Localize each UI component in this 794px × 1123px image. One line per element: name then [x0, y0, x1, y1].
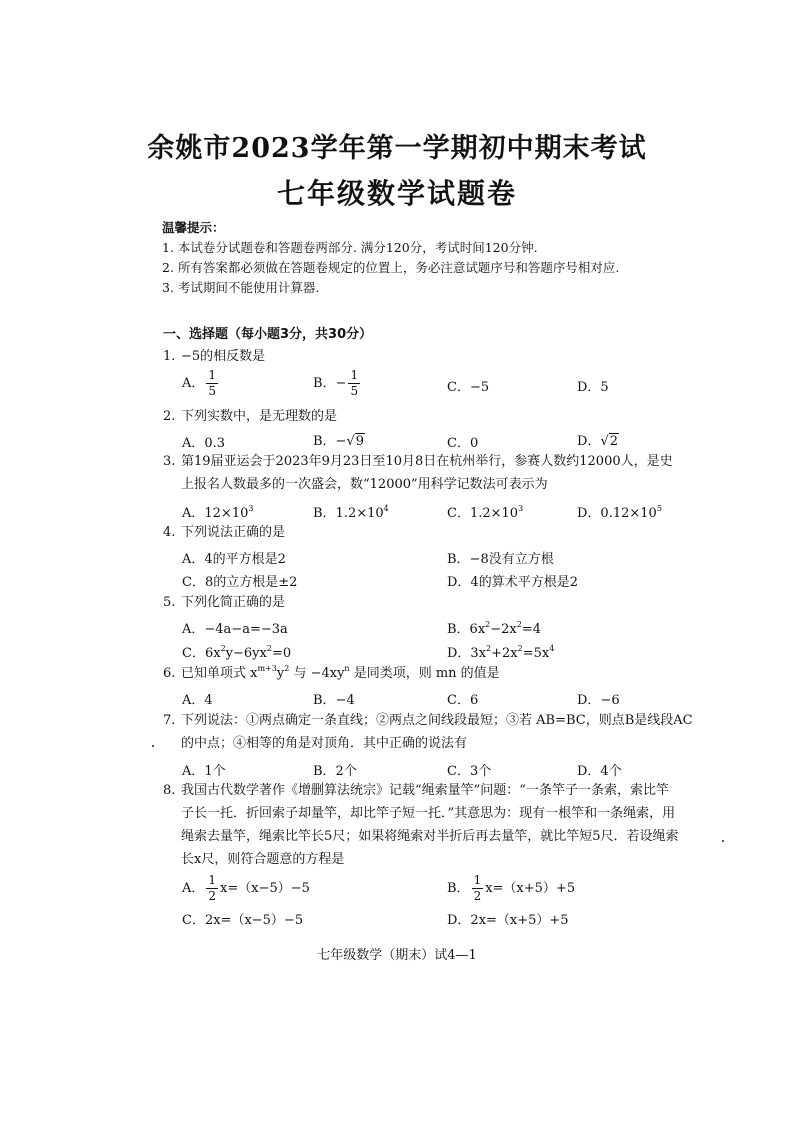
option-c: C．8的立方根是±2: [182, 575, 298, 590]
question-number: 2.: [163, 409, 176, 424]
question-number: 7.: [163, 713, 176, 728]
question-7: [163, 711, 693, 731]
exam-title: 余姚市2023学年第一学期初中期末考试: [147, 133, 647, 164]
option-c: C．0: [447, 436, 479, 451]
option-a: A． $\frac{1}{2}$ x=（x−5）−5: [182, 873, 310, 903]
option-b: B．2个: [313, 764, 357, 779]
option-b: B．$6x^2-2x^2=4$: [447, 620, 542, 637]
option-a: A．1个: [182, 764, 226, 779]
option-a: A．$12\times 10^3$: [182, 504, 254, 521]
question-stem: −5的相反数是: [181, 349, 266, 364]
option-d: D．2x=（x+5）+5: [447, 913, 569, 928]
option-c: C．$6x^2y-6yx^2=0$: [182, 644, 292, 661]
option-b: B． $\frac{1}{2}$ x=（x+5）+5: [447, 873, 576, 903]
option-c: C．$1.2\times 10^3$: [447, 504, 524, 521]
option-a: A．−4a−a=−3a: [182, 622, 288, 637]
question-stem-continued: 绳索去量竿，绳索比竿长5尺；如果将绳索对半折后再去量竿，就比竿短5尺．若设绳索: [181, 829, 679, 844]
question-stem: 下列化简正确的是: [181, 595, 286, 610]
question-stem-continued: 长x尺，则符合题意的方程是: [181, 852, 345, 867]
fraction: $\frac{1}{2}$: [208, 873, 217, 903]
option-d: D．$3x^2+2x^2=5x^4$: [447, 644, 555, 661]
radicand: 2: [609, 434, 619, 449]
option-a: A．4: [182, 693, 213, 708]
question-number: 5.: [163, 595, 176, 610]
option-c: C．6: [447, 693, 479, 708]
fraction: [348, 368, 360, 399]
question-stem-continued: 的中点；④相等的角是对顶角．其中正确的说法有: [181, 736, 468, 751]
notice-item: 3. 考试期间不能使用计算器.: [162, 280, 320, 295]
option-b: B．−4: [313, 693, 355, 708]
question-4: [163, 523, 285, 543]
question-2: [163, 407, 337, 427]
question-8: [163, 781, 669, 801]
option-a: A．0.3: [182, 436, 226, 451]
option-label: B．: [313, 376, 336, 391]
question-number: 3.: [163, 454, 176, 469]
option-c: C．3个: [447, 764, 492, 779]
option-c: C．−5: [447, 380, 490, 395]
question-stem-continued: 子长一托．折回索子却量竿，却比竿子短一托．”其意思为：现有一根竿和一条绳索，用: [181, 806, 676, 821]
fraction: [206, 368, 218, 399]
question-stem: 下列实数中，是无理数的是: [181, 409, 338, 424]
question-3: [163, 452, 673, 472]
option-d: D．−6: [577, 693, 620, 708]
numerator: 1: [350, 368, 359, 382]
exam-subtitle: 七年级数学试题卷: [276, 177, 517, 210]
section-heading: 一、选择题（每小题3分，共30分）: [163, 327, 373, 342]
question-number: 4.: [163, 525, 176, 540]
numerator: 1: [208, 368, 217, 382]
sqrt-sign: √9: [346, 434, 365, 449]
option-b: [313, 368, 362, 399]
notice-item: 2. 所有答案都必须做在答题卷规定的位置上，务必注意试题序号和答题序号相对应.: [162, 260, 620, 275]
option-b: [313, 430, 365, 449]
radicand: 9: [355, 434, 365, 449]
question-1: [163, 347, 265, 367]
option-d: [577, 430, 619, 449]
denominator: 5: [208, 384, 217, 398]
question-stem: 我国古代数学著作《增删算法统宗》记载“绳索量竿”问题：“一条竿子一条索，索比竿: [181, 783, 669, 798]
option-d: D．5: [577, 380, 609, 395]
scan-speck: [152, 745, 154, 747]
option-b: B．−8没有立方根: [447, 552, 554, 567]
question-stem: 已知单项式 $x^{m+3}y^2$ 与 $-4xy^n$ 是同类项，则 mn 的值是: [181, 664, 500, 681]
notice-heading: 温馨提示：: [162, 220, 225, 235]
question-stem: 下列说法：①两点确定一条直线；②两点之间线段最短；③若 AB=BC，则点B是线段AC: [181, 713, 693, 728]
option-b: B．$1.2\times 10^4$: [313, 504, 389, 521]
option-label: A．: [182, 376, 205, 391]
notice-block: [162, 218, 619, 298]
question-5: [163, 593, 285, 613]
notice-item: 1. 本试卷分试题卷和答题卷两部分. 满分120分，考试时间120分钟.: [162, 240, 538, 255]
question-6: [163, 664, 500, 684]
option-d: D．4个: [577, 764, 622, 779]
question-number: 6.: [163, 666, 176, 681]
option-d: D．4的算术平方根是2: [447, 575, 578, 590]
option-label: D．: [577, 434, 601, 449]
scan-speck: [722, 840, 724, 842]
option-a: [182, 368, 220, 399]
denominator: 5: [350, 384, 359, 398]
sqrt-sign: √2: [600, 434, 619, 449]
question-stem-continued: 上报名人数最多的一次盛会，数“12000”用科学记数法可表示为: [181, 477, 548, 492]
page-footer: 七年级数学（期末）试4—1: [317, 948, 477, 963]
question-stem: 第19届亚运会于2023年9月23日至10月8日在杭州举行，参赛人数约12000人，是史: [181, 454, 673, 469]
option-a: A．4的平方根是2: [182, 552, 286, 567]
sign: −: [335, 376, 347, 391]
question-number: 1.: [163, 349, 176, 364]
question-stem: 下列说法正确的是: [181, 525, 286, 540]
option-d: D．$0.12\times 10^5$: [577, 504, 662, 521]
question-number: 8.: [163, 783, 176, 798]
option-c: C．2x=（x−5）−5: [182, 913, 304, 928]
fraction: $\frac{1}{2}$: [473, 873, 482, 903]
option-label: B．−: [313, 434, 347, 449]
